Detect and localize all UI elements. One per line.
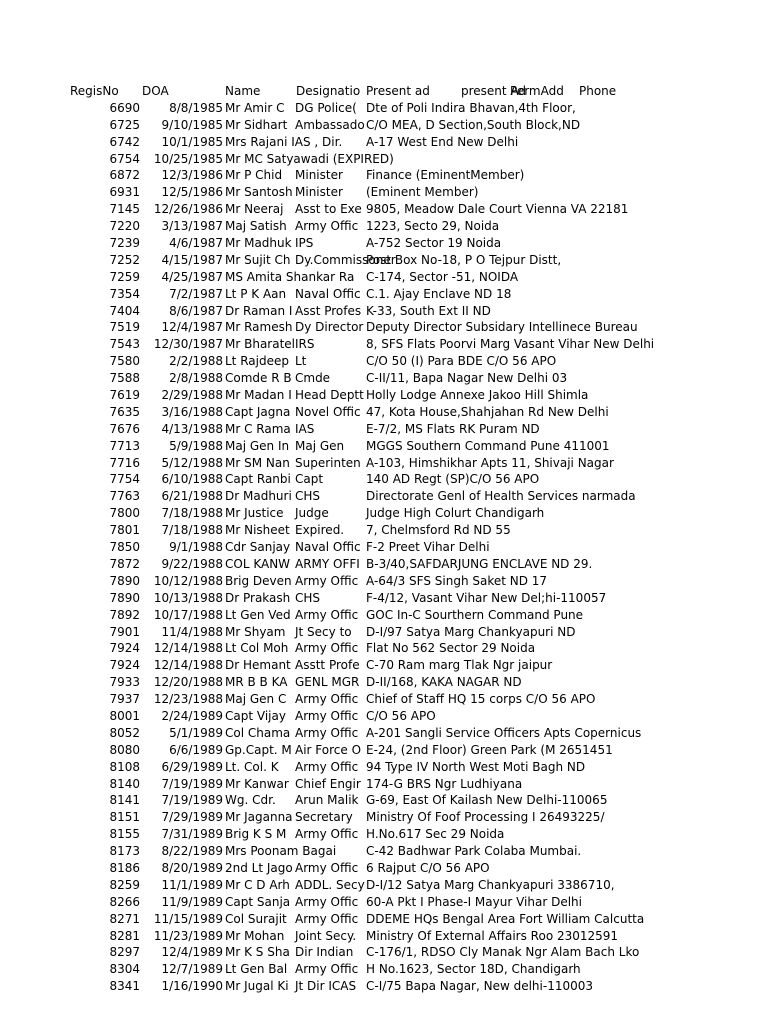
cell-present-address: MGGS Southern Command Pune 411001 (366, 438, 610, 453)
cell-designation: Army Offic (295, 692, 359, 707)
cell-doa: 9/22/1988 (161, 556, 223, 571)
cell-regno: 7588 (109, 371, 140, 386)
cell-designation: Lt (295, 354, 307, 369)
cell-regno: 8281 (109, 928, 140, 943)
cell-present-address: Flat No 562 Sector 29 Noida (366, 641, 536, 656)
cell-designation: Army Offic (295, 573, 359, 588)
cell-name: Dr Raman I (225, 303, 293, 318)
cell-name: Mr Ramesh (225, 320, 293, 335)
cell-regno: 7901 (109, 624, 140, 639)
cell-name: Dr Madhuri (225, 489, 292, 504)
cell-regno: 7890 (109, 573, 140, 588)
cell-regno: 8001 (109, 708, 140, 723)
cell-regno: 8141 (109, 793, 140, 808)
cell-doa: 7/2/1987 (169, 286, 223, 301)
cell-designation: Minister (295, 185, 343, 200)
cell-designation: Expired. (295, 523, 345, 538)
cell-designation: Dy Director (295, 320, 364, 335)
cell-name: Mr Jugal Ki (225, 979, 289, 994)
cell-doa: 2/24/1989 (161, 708, 223, 723)
cell-doa: 4/15/1987 (161, 252, 223, 267)
cell-name: Mr Sidhart (225, 117, 288, 132)
cell-present-address: A-17 West End New Delhi (366, 134, 519, 149)
cell-name: Mr Madhuk (225, 236, 292, 251)
cell-name: COL KANW (225, 556, 291, 571)
cell-present-address: B-3/40,SAFDARJUNG ENCLAVE ND 29. (366, 556, 593, 571)
cell-regno: 7937 (109, 692, 140, 707)
cell-designation: Asst Profes (295, 303, 362, 318)
cell-name: Maj Gen In (225, 438, 290, 453)
cell-name: Gp.Capt. M (225, 742, 292, 757)
cell-designation: Cmde (295, 371, 331, 386)
cell-name: Capt Vijay (225, 708, 286, 723)
cell-present-address: E-7/2, MS Flats RK Puram ND (366, 421, 540, 436)
cell-present-address: 94 Type IV North West Moti Bagh ND (366, 759, 586, 774)
cell-present-address: GOC In-C Sourthern Command Pune (366, 607, 584, 622)
cell-doa: 2/29/1988 (161, 388, 223, 403)
cell-name: Maj Gen C (225, 692, 287, 707)
cell-present-address: 9805, Meadow Dale Court Vienna VA 22181 (366, 202, 629, 217)
cell-doa: 11/15/1989 (153, 911, 223, 926)
cell-doa: 7/19/1989 (161, 793, 223, 808)
cell-designation: Asstt Profe (295, 658, 360, 673)
cell-present-address: A-752 Sector 19 Noida (366, 236, 502, 251)
cell-name: Cdr Sanjay (225, 540, 291, 555)
cell-name: Mr Nisheet (225, 523, 290, 538)
cell-name: Lt Col Moh (225, 641, 289, 656)
cell-present-address: Ministry Of External Affairs Roo 23012591 (366, 928, 619, 943)
cell-name: Mr Mohan (225, 928, 285, 943)
cell-present-address: 60-A Pkt I Phase-I Mayur Vihar Delhi (366, 894, 582, 909)
header-designation: Designatio (296, 84, 361, 98)
cell-designation: IPS (295, 236, 314, 251)
cell-regno: 7716 (109, 455, 140, 470)
cell-designation: Naval Offic (295, 286, 361, 301)
cell-regno: 8259 (109, 877, 140, 892)
cell-regno: 7619 (109, 388, 140, 403)
cell-regno: 8052 (109, 725, 140, 740)
cell-regno: 7924 (109, 658, 140, 673)
cell-designation: Army Offic (295, 219, 359, 234)
cell-name: MR B B KA (225, 675, 288, 690)
cell-name: Lt Rajdeep (225, 354, 289, 369)
cell-regno: 8271 (109, 911, 140, 926)
cell-designation: Chief Engir (295, 776, 361, 791)
cell-regno: 6690 (109, 100, 140, 115)
cell-regno: 7800 (109, 506, 140, 521)
cell-present-address: Chief of Staff HQ 15 corps C/O 56 APO (366, 692, 596, 707)
cell-present-address: 1223, Secto 29, Noida (366, 219, 500, 234)
cell-present-address: Deputy Director Subsidary Intellinece Bureau (366, 320, 638, 335)
cell-designation: Air Force O (295, 742, 362, 757)
cell-name: Mr Sujit Ch (225, 252, 291, 267)
cell-regno: 8140 (109, 776, 140, 791)
cell-present-address: E-24, (2nd Floor) Green Park (M 2651451 (366, 742, 613, 757)
cell-present-address: H.No.617 Sec 29 Noida (366, 827, 505, 842)
cell-regno: 7763 (109, 489, 140, 504)
cell-present-address: F-4/12, Vasant Vihar New Del;hi-110057 (366, 590, 607, 605)
cell-designation: ADDL. Secy (295, 877, 365, 892)
cell-regno: 8304 (109, 962, 140, 977)
cell-present-address: C-II/11, Bapa Nagar New Delhi 03 (366, 371, 568, 386)
cell-designation: Naval Offic (295, 540, 361, 555)
cell-regno: 8080 (109, 742, 140, 757)
header-present-address-2: present Ad (461, 84, 527, 98)
cell-doa: 11/9/1989 (161, 894, 223, 909)
cell-regno: 6931 (109, 185, 140, 200)
cell-doa: 3/16/1988 (161, 404, 223, 419)
cell-present-address: C-42 Badhwar Park Colaba Mumbai. (366, 844, 582, 859)
cell-name: Mr C Rama (225, 421, 291, 436)
cell-designation: Secretary (295, 810, 353, 825)
cell-name: Brig K S M (225, 827, 287, 842)
header-permanent-address: PermAdd (510, 84, 564, 98)
cell-present-address: A-64/3 SFS Singh Saket ND 17 (366, 573, 548, 588)
cell-doa: 2/2/1988 (169, 354, 223, 369)
cell-doa: 8/20/1989 (161, 860, 223, 875)
cell-present-address: K-33, South Ext II ND (366, 303, 491, 318)
cell-designation: Army Offic (295, 894, 359, 909)
cell-present-address: Dte of Poli Indira Bhavan,4th Floor, (366, 100, 576, 115)
cell-doa: 5/9/1988 (169, 438, 223, 453)
cell-designation: Arun Malik (295, 793, 359, 808)
cell-name: Mr Kanwar (225, 776, 289, 791)
cell-regno: 7801 (109, 523, 140, 538)
cell-regno: 8151 (109, 810, 140, 825)
cell-name: 2nd Lt Jago (225, 860, 293, 875)
cell-name: Dr Hemant (225, 658, 291, 673)
cell-doa: 7/31/1989 (161, 827, 223, 842)
cell-regno: 7890 (109, 590, 140, 605)
cell-regno: 8173 (109, 844, 140, 859)
cell-doa: 5/12/1988 (161, 455, 223, 470)
cell-doa: 12/30/1987 (153, 337, 223, 352)
cell-doa: 11/1/1989 (161, 877, 223, 892)
cell-doa: 11/23/1989 (153, 928, 223, 943)
cell-present-address: 47, Kota House,Shahjahan Rd New Delhi (366, 404, 609, 419)
header-regno: RegisNo (70, 84, 119, 98)
cell-designation: Army Offic (295, 725, 359, 740)
cell-name: Dr Prakash (225, 590, 291, 605)
cell-present-address: Ministry Of Foof Processing I 26493225/ (366, 810, 605, 825)
cell-doa: 10/1/1985 (161, 134, 223, 149)
cell-designation: Army Offic (295, 962, 359, 977)
cell-present-address: C-176/1, RDSO Cly Manak Ngr Alam Bach Lko (366, 945, 640, 960)
cell-present-address: 140 AD Regt (SP)C/O 56 APO (366, 472, 540, 487)
cell-doa: 1/16/1990 (161, 979, 223, 994)
cell-designation: CHS (295, 489, 321, 504)
cell-name: Mr Bharatel (225, 337, 296, 352)
cell-regno: 7252 (109, 252, 140, 267)
cell-name: Mr MC Satyawadi (EXPIRED) (225, 151, 394, 166)
cell-present-address: C/O 56 APO (366, 708, 436, 723)
cell-name: Mr P Chid (225, 168, 283, 183)
cell-doa: 7/18/1988 (161, 506, 223, 521)
cell-name: Capt Sanja (225, 894, 291, 909)
cell-present-address: C/O 50 (I) Para BDE C/O 56 APO (366, 354, 557, 369)
cell-name: Capt Ranbi (225, 472, 291, 487)
cell-name: Lt. Col. K (225, 759, 279, 774)
cell-name: Brig Deven (225, 573, 292, 588)
cell-present-address: C-70 Ram marg Tlak Ngr jaipur (366, 658, 553, 673)
cell-designation: CHS (295, 590, 321, 605)
cell-doa: 11/4/1988 (161, 624, 223, 639)
cell-present-address: C.1. Ajay Enclave ND 18 (366, 286, 512, 301)
cell-designation: Army Offic (295, 708, 359, 723)
cell-name: Lt P K Aan (225, 286, 287, 301)
cell-regno: 7580 (109, 354, 140, 369)
cell-doa: 7/29/1989 (161, 810, 223, 825)
cell-designation: IRS (295, 337, 315, 352)
cell-regno: 7892 (109, 607, 140, 622)
cell-doa: 7/19/1989 (161, 776, 223, 791)
cell-regno: 7145 (109, 202, 140, 217)
cell-name: Mr Neeraj (225, 202, 284, 217)
cell-doa: 12/4/1989 (161, 945, 223, 960)
cell-doa: 3/13/1987 (161, 219, 223, 234)
cell-name: Mr C D Arh (225, 877, 290, 892)
cell-present-address: D-I/12 Satya Marg Chankyapuri 3386710, (366, 877, 615, 892)
cell-regno: 7676 (109, 421, 140, 436)
cell-present-address: Directorate Genl of Health Services narmada (366, 489, 636, 504)
cell-regno: 8186 (109, 860, 140, 875)
cell-present-address: (Eminent Member) (366, 185, 479, 200)
cell-designation: IAS (295, 421, 315, 436)
cell-designation: Dy.Commissoner (295, 252, 396, 267)
cell-regno: 6872 (109, 168, 140, 183)
cell-present-address: Post Box No-18, P O Tejpur Distt, (366, 252, 562, 267)
cell-designation: Army Offic (295, 607, 359, 622)
cell-doa: 10/17/1988 (153, 607, 223, 622)
cell-present-address: H No.1623, Sector 18D, Chandigarh (366, 962, 581, 977)
cell-name: Mr Justice (225, 506, 284, 521)
cell-regno: 7754 (109, 472, 140, 487)
cell-present-address: Holly Lodge Annexe Jakoo Hill Shimla (366, 388, 589, 403)
cell-doa: 10/13/1988 (153, 590, 223, 605)
cell-name: Mr Madan I (225, 388, 292, 403)
cell-designation: Army Offic (295, 827, 359, 842)
cell-name: Lt Gen Ved (225, 607, 291, 622)
cell-doa: 6/6/1989 (169, 742, 223, 757)
cell-name: Maj Satish (225, 219, 287, 234)
cell-present-address: Judge High Colurt Chandigarh (366, 506, 545, 521)
cell-doa: 2/8/1988 (169, 371, 223, 386)
cell-regno: 7519 (109, 320, 140, 335)
cell-designation: ARMY OFFI (295, 556, 360, 571)
cell-name: Mr Santosh (225, 185, 293, 200)
cell-present-address: C-I/75 Bapa Nagar, New delhi-110003 (366, 979, 594, 994)
cell-doa: 10/25/1985 (153, 151, 223, 166)
cell-present-address: D-II/168, KAKA NAGAR ND (366, 675, 522, 690)
cell-present-address: F-2 Preet Vihar Delhi (366, 540, 490, 555)
cell-present-address: A-103, Himshikhar Apts 11, Shivaji Nagar (366, 455, 614, 470)
cell-name: Mrs Rajani IAS , Dir. (225, 134, 343, 149)
cell-regno: 7713 (109, 438, 140, 453)
cell-doa: 12/14/1988 (153, 658, 223, 673)
cell-doa: 12/23/1988 (153, 692, 223, 707)
cell-present-address: C/O MEA, D Section,South Block,ND (366, 117, 581, 132)
header-name: Name (225, 84, 261, 98)
cell-designation: Army Offic (295, 759, 359, 774)
cell-designation: Dir Indian (295, 945, 354, 960)
cell-designation: Novel Offic (295, 404, 361, 419)
cell-designation: Ambassado (295, 117, 365, 132)
cell-designation: GENL MGR (295, 675, 360, 690)
cell-doa: 5/1/1989 (169, 725, 223, 740)
cell-present-address: G-69, East Of Kailash New Delhi-110065 (366, 793, 608, 808)
cell-regno: 6742 (109, 134, 140, 149)
cell-name: Mr SM Nan (225, 455, 290, 470)
cell-doa: 6/21/1988 (161, 489, 223, 504)
cell-designation: Minister (295, 168, 343, 183)
cell-regno: 7543 (109, 337, 140, 352)
cell-name: Mrs Poonam Bagai (225, 844, 337, 859)
cell-regno: 8108 (109, 759, 140, 774)
cell-regno: 7259 (109, 269, 140, 284)
cell-name: Wg. Cdr. (225, 793, 276, 808)
cell-doa: 9/10/1985 (161, 117, 223, 132)
cell-doa: 6/10/1988 (161, 472, 223, 487)
cell-doa: 12/26/1986 (153, 202, 223, 217)
cell-designation: DG Police( (295, 100, 357, 115)
cell-regno: 8155 (109, 827, 140, 842)
header-present-address: Present ad (366, 84, 430, 98)
cell-regno: 7354 (109, 286, 140, 301)
cell-doa: 8/22/1989 (161, 844, 223, 859)
cell-regno: 7404 (109, 303, 140, 318)
cell-present-address: 174-G BRS Ngr Ludhiyana (366, 776, 523, 791)
cell-regno: 7924 (109, 641, 140, 656)
cell-designation: Head Deptt (295, 388, 364, 403)
cell-doa: 8/8/1985 (169, 100, 223, 115)
cell-regno: 8266 (109, 894, 140, 909)
cell-designation: Joint Secy. (295, 928, 357, 943)
cell-name: Lt Gen Bal (225, 962, 288, 977)
cell-doa: 12/20/1988 (153, 675, 223, 690)
cell-regno: 7635 (109, 404, 140, 419)
cell-designation: Capt (295, 472, 324, 487)
cell-doa: 9/1/1988 (169, 540, 223, 555)
header-doa: DOA (142, 84, 169, 98)
header-phone: Phone (579, 84, 617, 98)
cell-present-address: Finance (EminentMember) (366, 168, 525, 183)
cell-designation: Judge (295, 506, 329, 521)
cell-doa: 4/25/1987 (161, 269, 223, 284)
cell-name: Mr Jaganna (225, 810, 293, 825)
cell-name: Capt Jagna (225, 404, 291, 419)
cell-doa: 12/7/1989 (161, 962, 223, 977)
cell-present-address: DDEME HQs Bengal Area Fort William Calcutta (366, 911, 645, 926)
cell-doa: 12/4/1987 (161, 320, 223, 335)
cell-regno: 8297 (109, 945, 140, 960)
cell-designation: Jt Dir ICAS (295, 979, 357, 994)
cell-name: Comde R B (225, 371, 292, 386)
cell-name: Mr Shyam (225, 624, 286, 639)
cell-doa: 6/29/1989 (161, 759, 223, 774)
cell-designation: Asst to Exe (295, 202, 362, 217)
cell-regno: 7220 (109, 219, 140, 234)
cell-present-address: D-I/97 Satya Marg Chankyapuri ND (366, 624, 576, 639)
cell-name: Col Surajit (225, 911, 287, 926)
cell-name: Mr K S Sha (225, 945, 290, 960)
cell-doa: 12/5/1986 (161, 185, 223, 200)
cell-present-address: 6 Rajput C/O 56 APO (366, 860, 490, 875)
cell-name: Col Chama (225, 725, 291, 740)
cell-regno: 6725 (109, 117, 140, 132)
cell-present-address: 8, SFS Flats Poorvi Marg Vasant Vihar New Delhi (366, 337, 655, 352)
cell-designation: Jt Secy to (295, 624, 352, 639)
cell-doa: 7/18/1988 (161, 523, 223, 538)
cell-designation: Army Offic (295, 860, 359, 875)
cell-name: MS Amita Shankar Ra (225, 269, 355, 284)
cell-regno: 7933 (109, 675, 140, 690)
cell-doa: 12/14/1988 (153, 641, 223, 656)
cell-designation: Army Offic (295, 641, 359, 656)
cell-doa: 4/13/1988 (161, 421, 223, 436)
cell-doa: 8/6/1987 (169, 303, 223, 318)
cell-designation: Army Offic (295, 911, 359, 926)
cell-doa: 4/6/1987 (169, 236, 223, 251)
cell-designation: Maj Gen (295, 438, 345, 453)
cell-regno: 7872 (109, 556, 140, 571)
cell-regno: 6754 (109, 151, 140, 166)
cell-name: Mr Amir C (225, 100, 285, 115)
cell-present-address: C-174, Sector -51, NOIDA (366, 269, 519, 284)
cell-doa: 12/3/1986 (161, 168, 223, 183)
cell-regno: 8341 (109, 979, 140, 994)
cell-regno: 7239 (109, 236, 140, 251)
cell-designation: Superinten (295, 455, 361, 470)
cell-present-address: 7, Chelmsford Rd ND 55 (366, 523, 511, 538)
cell-doa: 10/12/1988 (153, 573, 223, 588)
cell-regno: 7850 (109, 540, 140, 555)
cell-present-address: A-201 Sangli Service Officers Apts Copernicus (366, 725, 642, 740)
